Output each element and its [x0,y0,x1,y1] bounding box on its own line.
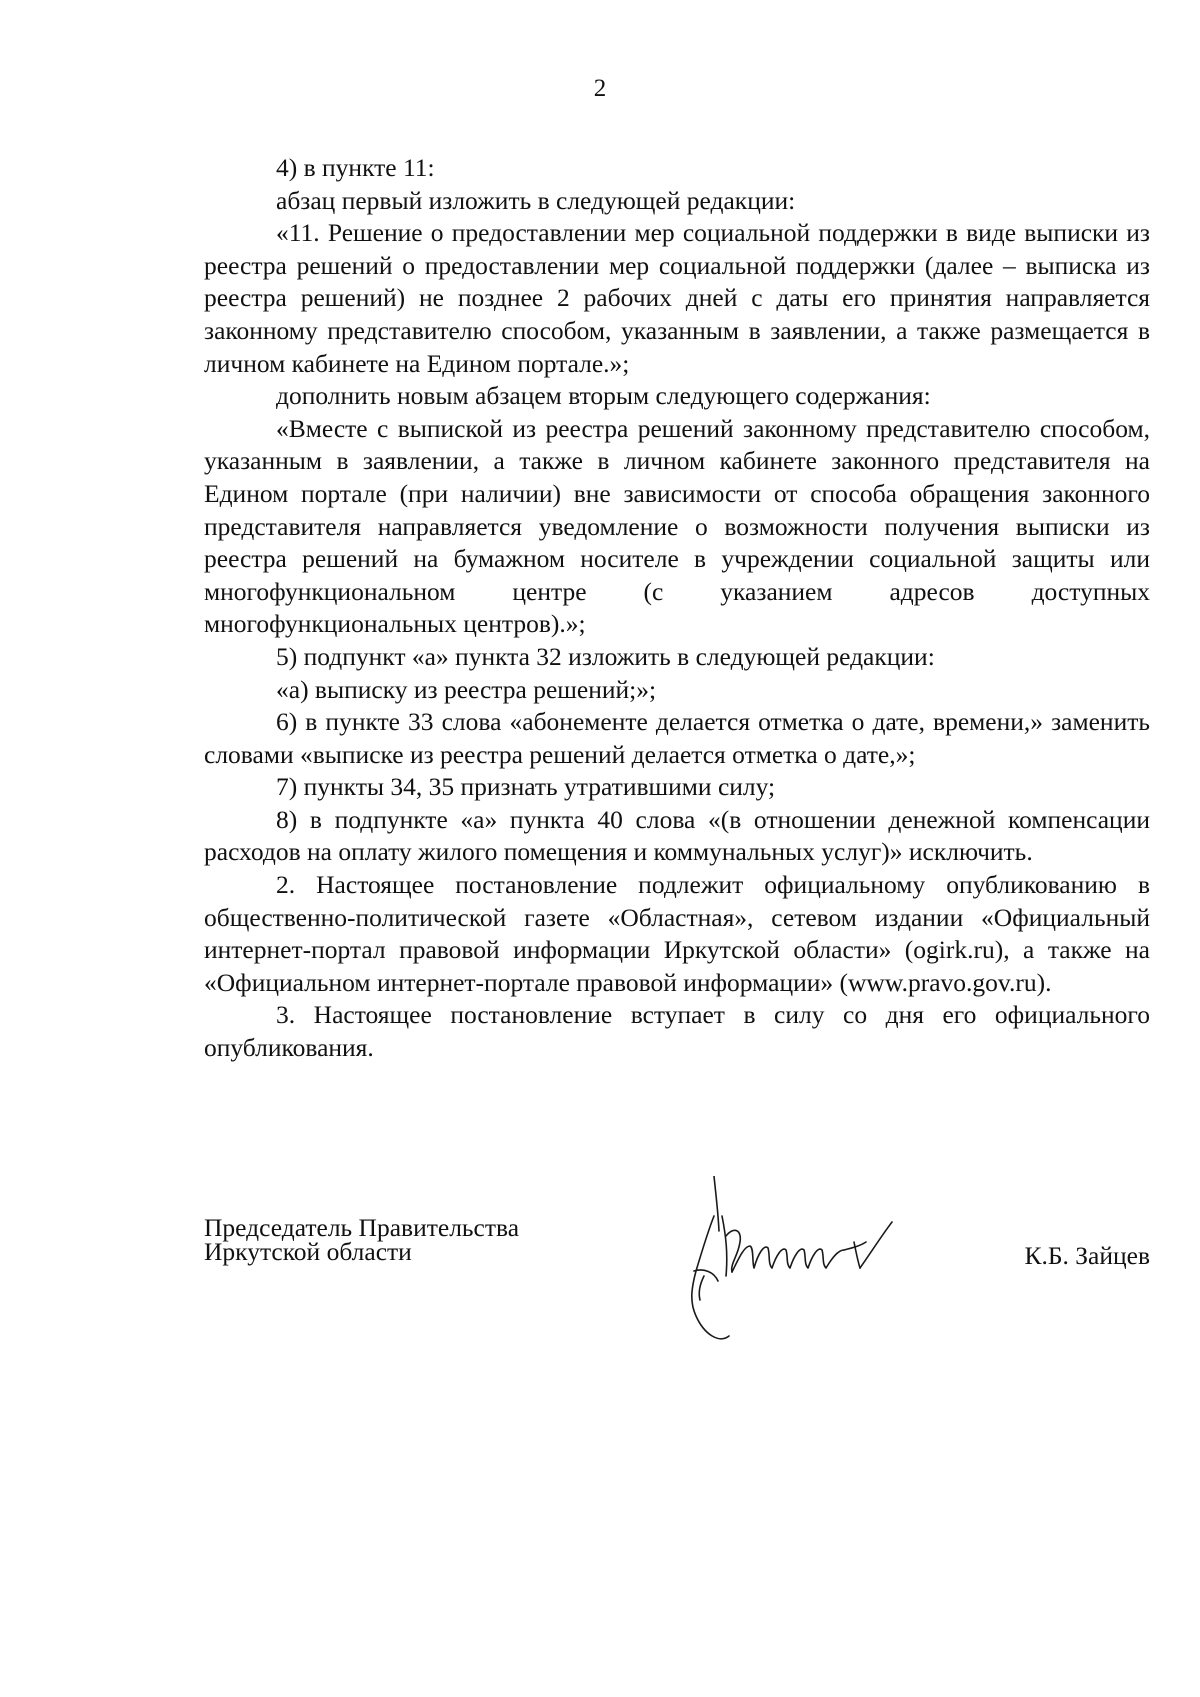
handwritten-signature [674,1176,934,1356]
paragraph-item-7: 7) пункты 34, 35 признать утратившими силу; [276,772,776,802]
paragraph-item-5: 5) подпункт «а» пункта 32 изложить в следующей редакции: [276,641,935,671]
paragraph-entry-into-force: 3. Настоящее постановление вступает в силу со дня его официального опубликования. [204,1000,1150,1063]
signer-position [204,1213,520,1266]
signer-name: К.Б. Зайцев [1024,1241,1150,1270]
signer-position-line-1: Председатель Правительства [204,1213,520,1242]
paragraph-item-4: 4) в пункте 11: [276,153,435,182]
paragraph-item-8: 8) в подпункте «а» пункта 40 слова «(в отношении денежной компенсации расходов на оплату жилого помещения и коммунальных услуг)» исключить. [204,804,1150,867]
paragraph-notification: «Вместе с выпиской из реестра решений законному представителю способом, указанным в заявлении, а также в личном кабинете законного представителя на Едином портале (при наличии) вне зависимости от способа обращения законного представителя направляется уведомление о возможности получения выписки из реестра решений на бумажном носителе в учреждении социальной защиты или многофункциональном центре (с указанием адресов доступных многофункциональных центров).»; [204,413,1150,639]
paragraph-item-6: 6) в пункте 33 слова «абонементе делается отметка о дате, времени,» заменить словами «выписке из реестра решений делается отметка о дате,»; [204,707,1150,769]
paragraph-add-abzac: дополнить новым абзацем вторым следующего содержания: [276,381,931,411]
document-body [204,152,1150,1065]
signer-position-line-2: Иркутской области [204,1237,412,1266]
signature-block [204,1213,1150,1356]
paragraph-item-5a: «а) выписку из реестра решений;»; [276,674,657,704]
paragraph-publication: 2. Настоящее постановление подлежит официальному опубликованию в общественно-политической газете «Областная», сетевом издании «Официальный интернет-портал правовой информации Иркутской области» (ogirk.ru), а также на «Официальном интернет-портале правовой информации» (www.pravo.gov.ru). [204,870,1150,997]
paragraph-first-abzac: абзац первый изложить в следующей редакции: [276,185,796,215]
page-number: 2 [593,75,607,102]
paragraph-new-wording-11: «11. Решение о предоставлении мер социальной поддержки в виде выписки из реестра решений о предоставлении мер социальной поддержки (далее – выписка из реестра решений) не позднее 2 рабочих дней с даты его принятия направляется законному представителю способом, указанным в заявлении, а также размещается в личном кабинете на Едином портале.»; [204,218,1150,378]
